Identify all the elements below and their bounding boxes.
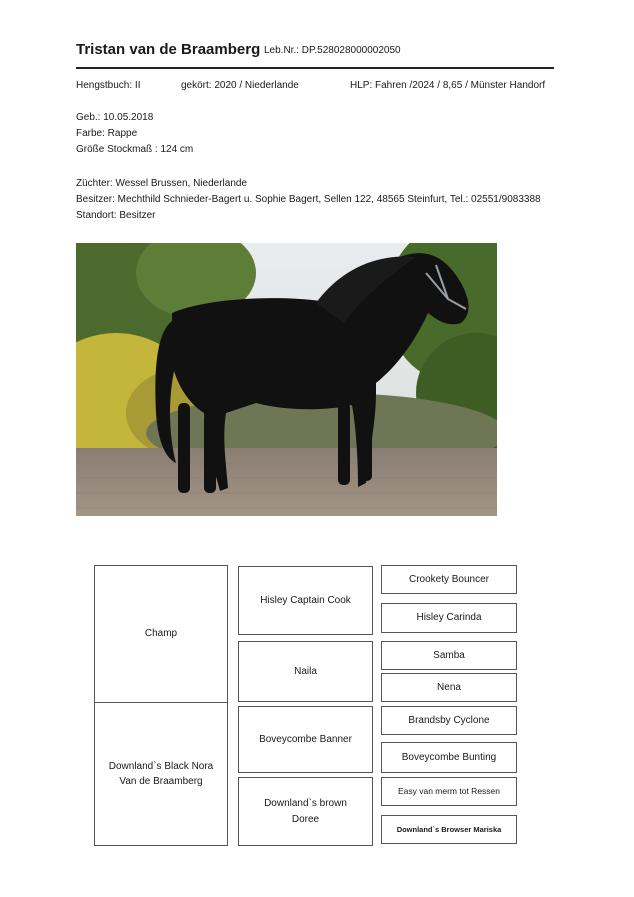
dam: Downland`s Black Nora Van de Braamberg xyxy=(94,702,228,846)
title-divider xyxy=(76,67,554,69)
sire-sire: Hisley Captain Cook xyxy=(238,566,373,635)
dam-sire-dam: Boveycombe Bunting xyxy=(381,742,517,773)
breeder: Züchter: Wessel Brussen, Niederlande xyxy=(76,178,248,189)
dam-dam-dam: Downland`s Browser Mariska xyxy=(381,815,517,844)
sire-dam: Naila xyxy=(238,641,373,702)
color: Farbe: Rappe xyxy=(76,128,138,139)
birth-date: Geb.: 10.05.2018 xyxy=(76,112,154,123)
height: Größe Stockmaß : 124 cm xyxy=(76,144,194,155)
dam-sire-sire: Brandsby Cyclone xyxy=(381,706,517,735)
sire-sire-dam: Hisley Carinda xyxy=(381,603,517,633)
hengstbuch: Hengstbuch: II xyxy=(76,80,141,91)
sire: Champ xyxy=(94,565,228,703)
sire-sire-sire: Crookety Bouncer xyxy=(381,565,517,594)
sire-dam-dam: Nena xyxy=(381,673,517,702)
gekoert: gekört: 2020 / Niederlande xyxy=(181,80,299,91)
sire-dam-sire: Samba xyxy=(381,641,517,670)
registration-number: Leb.Nr.: DP.528028000002050 xyxy=(264,45,401,56)
dam-sire: Boveycombe Banner xyxy=(238,706,373,773)
owner: Besitzer: Mechthild Schnieder-Bagert u. Sophie Bagert, Sellen 122, 48565 Steinfurt, Tel.: 02551/9083388 xyxy=(76,194,541,205)
horse-photo xyxy=(76,243,497,516)
location: Standort: Besitzer xyxy=(76,210,156,221)
dam-dam: Downland`s brown Doree xyxy=(238,777,373,846)
dam-dam-sire: Easy van merm tot Ressen xyxy=(381,777,517,806)
horse-name: Tristan van de Braamberg xyxy=(76,41,261,58)
hlp: HLP: Fahren /2024 / 8,65 / Münster Handorf xyxy=(350,80,546,91)
